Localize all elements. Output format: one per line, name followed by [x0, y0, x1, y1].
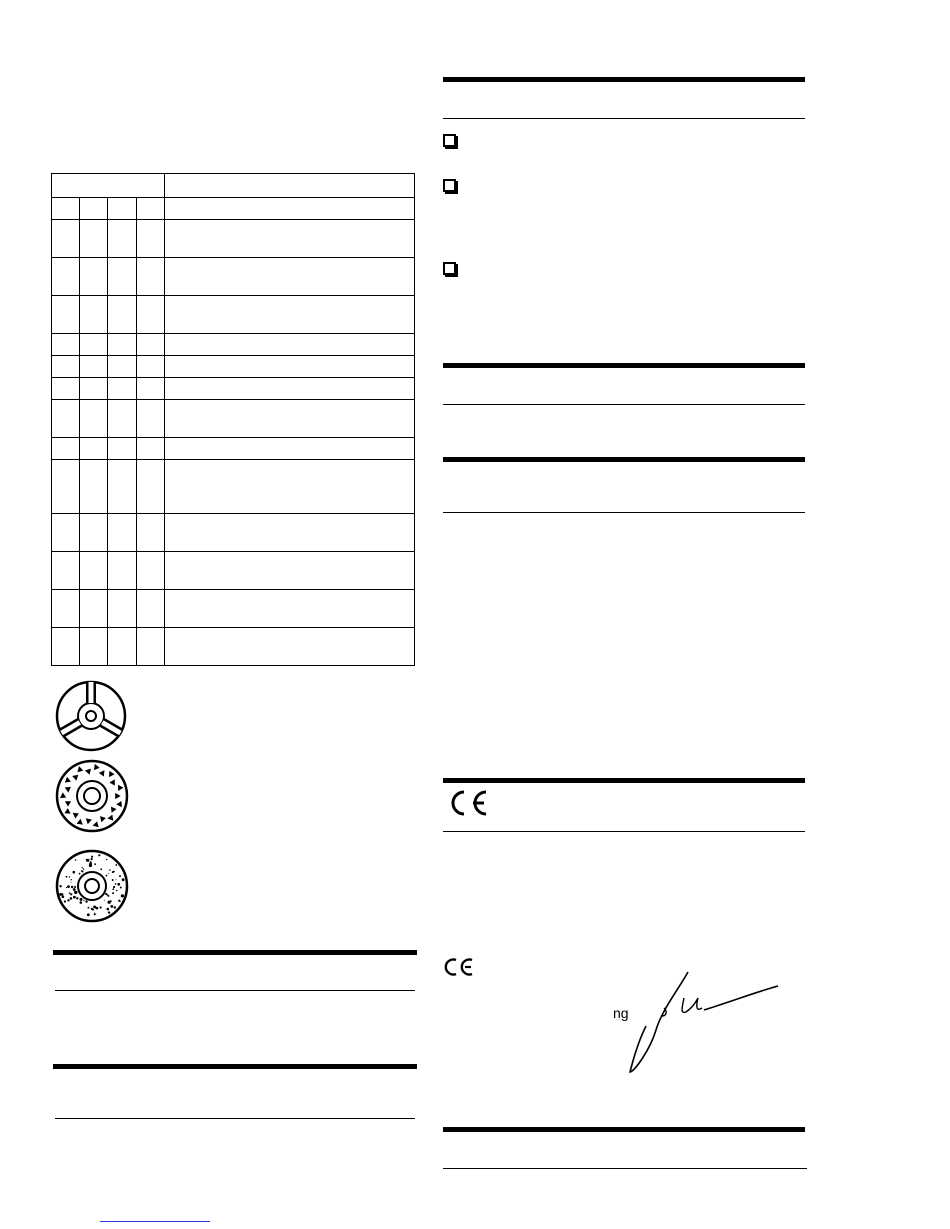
section-divider: [443, 118, 805, 119]
table-cell: [164, 438, 414, 460]
section-divider: [443, 404, 805, 405]
table-cell: [80, 552, 108, 590]
table-cell: [108, 438, 136, 460]
table-cell: [164, 356, 414, 378]
section-divider: [443, 512, 805, 513]
section-divider: [55, 1118, 415, 1119]
table-cell: [164, 460, 414, 514]
table-cell: [80, 334, 108, 356]
table-cell: [80, 460, 108, 514]
table-cell: [52, 460, 80, 514]
table-cell: [164, 296, 414, 334]
table-cell: [108, 258, 136, 296]
table-cell: [80, 590, 108, 628]
signature-image: [626, 968, 782, 1076]
table-cell: [80, 296, 108, 334]
table-cell: [108, 334, 136, 356]
footer-link[interactable]: [100, 1221, 210, 1222]
table-cell: [136, 400, 164, 438]
table-row: [52, 400, 415, 438]
table-cell: [136, 514, 164, 552]
table-cell: [164, 258, 414, 296]
table-cell: [164, 628, 414, 666]
signature-prefix: ng: [613, 1005, 629, 1021]
table-cell: [52, 258, 80, 296]
table-cell: [80, 628, 108, 666]
table-cell: [108, 296, 136, 334]
diamond-segment-wheel-icon: [54, 758, 130, 834]
table-header-row: [52, 174, 415, 198]
table-row: [52, 438, 415, 460]
table-cell: [52, 356, 80, 378]
table-cell: [164, 590, 414, 628]
section-rule: [443, 457, 805, 462]
table-cell: [136, 590, 164, 628]
table-cell: [136, 438, 164, 460]
table-row: [52, 220, 415, 258]
table-cell: [108, 628, 136, 666]
table-cell: [80, 356, 108, 378]
section-divider: [55, 990, 415, 991]
table-cell: [164, 198, 414, 220]
abrasive-disc-wheel-icon: [54, 848, 130, 924]
section-rule: [443, 363, 805, 368]
checkbox[interactable]: [443, 179, 456, 192]
table-cell: [136, 334, 164, 356]
ce-mark-icon: [444, 790, 490, 816]
specification-table: [51, 173, 415, 666]
table-cell: [80, 258, 108, 296]
table-cell: [52, 378, 80, 400]
section-divider: [443, 1168, 807, 1169]
section-rule: [443, 778, 805, 783]
table-cell: [164, 220, 414, 258]
table-cell: [136, 296, 164, 334]
table-cell: [108, 198, 136, 220]
table-cell: [136, 628, 164, 666]
checkbox[interactable]: [443, 262, 456, 275]
table-cell: [108, 378, 136, 400]
table-cell: [136, 356, 164, 378]
table-cell: [136, 378, 164, 400]
section-rule: [53, 950, 417, 955]
table-cell: [164, 552, 414, 590]
table-row: [52, 514, 415, 552]
table-cell: [108, 356, 136, 378]
table-cell: [52, 400, 80, 438]
table-cell: [80, 514, 108, 552]
table-cell: [52, 628, 80, 666]
table-cell: [80, 400, 108, 438]
table-cell: [52, 334, 80, 356]
table-cell: [52, 220, 80, 258]
table-row: [52, 552, 415, 590]
table-cell: [108, 590, 136, 628]
table-cell: [136, 198, 164, 220]
section-rule: [443, 77, 805, 82]
table-row: [52, 198, 415, 220]
table-row: [52, 628, 415, 666]
table-cell: [164, 400, 414, 438]
table-cell: [52, 590, 80, 628]
table-cell: [80, 198, 108, 220]
table-cell: [108, 460, 136, 514]
table-cell: [52, 438, 80, 460]
table-header-cell: [164, 174, 414, 198]
table-row: [52, 356, 415, 378]
table-cell: [136, 460, 164, 514]
table-cell: [80, 378, 108, 400]
table-row: [52, 258, 415, 296]
table-cell: [52, 514, 80, 552]
table-cell: [108, 514, 136, 552]
table-cell: [164, 378, 414, 400]
table-row: [52, 378, 415, 400]
table-cell: [108, 220, 136, 258]
table-cell: [136, 552, 164, 590]
ce-mark-small-icon: [443, 958, 475, 976]
table-cell: [108, 552, 136, 590]
table-cell: [80, 438, 108, 460]
reinforced-wheel-icon: [53, 680, 129, 752]
section-divider: [443, 831, 805, 832]
table-cell: [52, 296, 80, 334]
table-cell: [108, 400, 136, 438]
section-rule: [53, 1064, 417, 1069]
table-row: [52, 334, 415, 356]
checkbox[interactable]: [443, 134, 456, 147]
table-row: [52, 460, 415, 514]
table-row: [52, 296, 415, 334]
table-cell: [80, 220, 108, 258]
table-row: [52, 590, 415, 628]
table-cell: [164, 514, 414, 552]
table-cell: [52, 552, 80, 590]
table-cell: [136, 220, 164, 258]
table-cell: [136, 258, 164, 296]
section-rule: [443, 1127, 805, 1132]
table-header-cell: [52, 174, 165, 198]
table-cell: [164, 334, 414, 356]
table-cell: [52, 198, 80, 220]
